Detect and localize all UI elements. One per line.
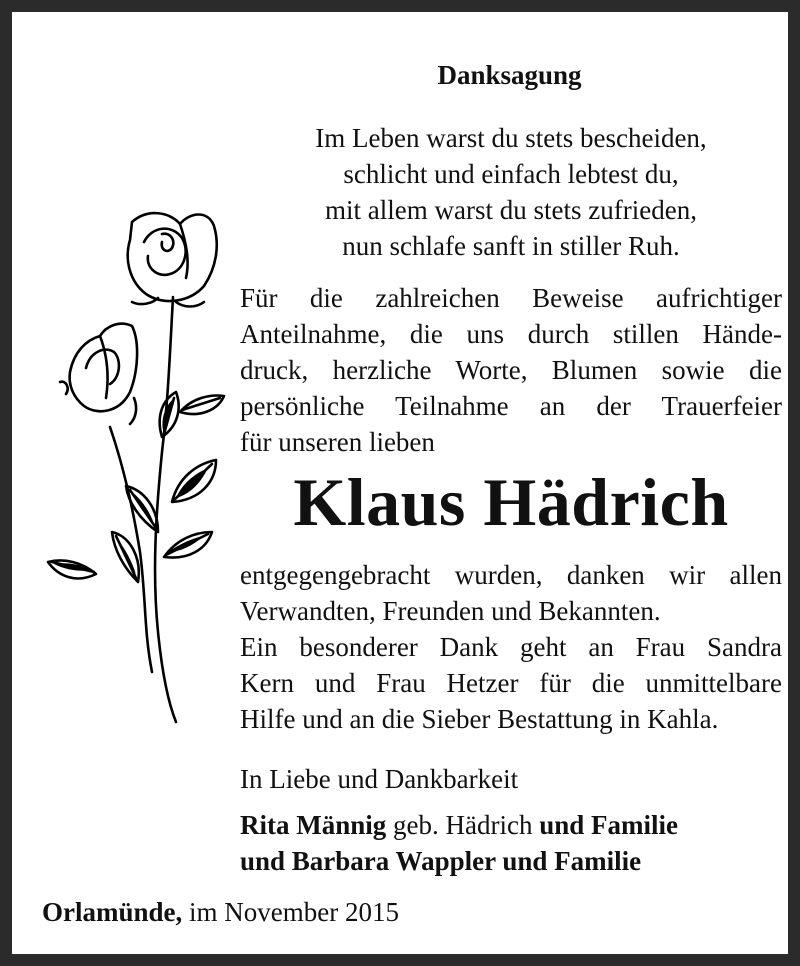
- signature-second: und Barbara Wappler und Familie: [240, 846, 642, 876]
- closing-line: In Liebe und Dankbarkeit: [240, 764, 519, 794]
- poem-line: mit allem warst du stets zufrieden,: [325, 195, 697, 225]
- poem: [240, 120, 782, 264]
- place-date-text: im November 2015: [189, 897, 399, 927]
- text-line: für unseren lieben: [240, 427, 435, 457]
- signature-name: Rita Männig: [240, 810, 387, 840]
- text-line: Kern und Frau Hetzer für die unmittelbare: [240, 668, 782, 698]
- paragraph-thanks: [240, 280, 782, 460]
- signature-family: und Familie: [539, 810, 678, 840]
- place-date: [42, 897, 399, 928]
- heading: Danksagung: [437, 60, 582, 90]
- poem-line: Im Leben warst du stets bescheiden,: [315, 123, 707, 153]
- signature-maiden-name: geb. Hädrich: [393, 810, 533, 840]
- text-line: Für die zahlreichen Beweise aufrichtiger: [240, 283, 782, 313]
- deceased-name: Klaus Hädrich: [293, 464, 729, 540]
- rose-illustration: [40, 202, 230, 732]
- poem-line: schlicht und einfach lebtest du,: [343, 159, 679, 189]
- text-line: persönliche Teilnahme an der Trauerfeier: [240, 391, 782, 421]
- text-line: entgegengebracht wurden, danken wir allen: [240, 560, 782, 590]
- text-line: Verwandten, Freunden und Bekannten.: [240, 596, 661, 626]
- text-line: Hilfe und an die Sieber Bestattung in Kahla.: [240, 704, 719, 734]
- signature-line-2: [240, 843, 678, 879]
- poem-line: nun schlafe sanft in stiller Ruh.: [342, 231, 680, 261]
- text-line: Ein besonderer Dank geht an Frau Sandra: [240, 632, 782, 662]
- text-line: Anteilnahme, die uns durch stillen Hände-: [240, 319, 782, 349]
- text-line: druck, herzliche Worte, Blumen sowie die: [240, 355, 782, 385]
- paragraph-acknowledgement: [240, 557, 782, 737]
- signature-block: [240, 807, 678, 879]
- signature-line-1: [240, 807, 678, 843]
- place-town: Orlamünde,: [42, 897, 183, 927]
